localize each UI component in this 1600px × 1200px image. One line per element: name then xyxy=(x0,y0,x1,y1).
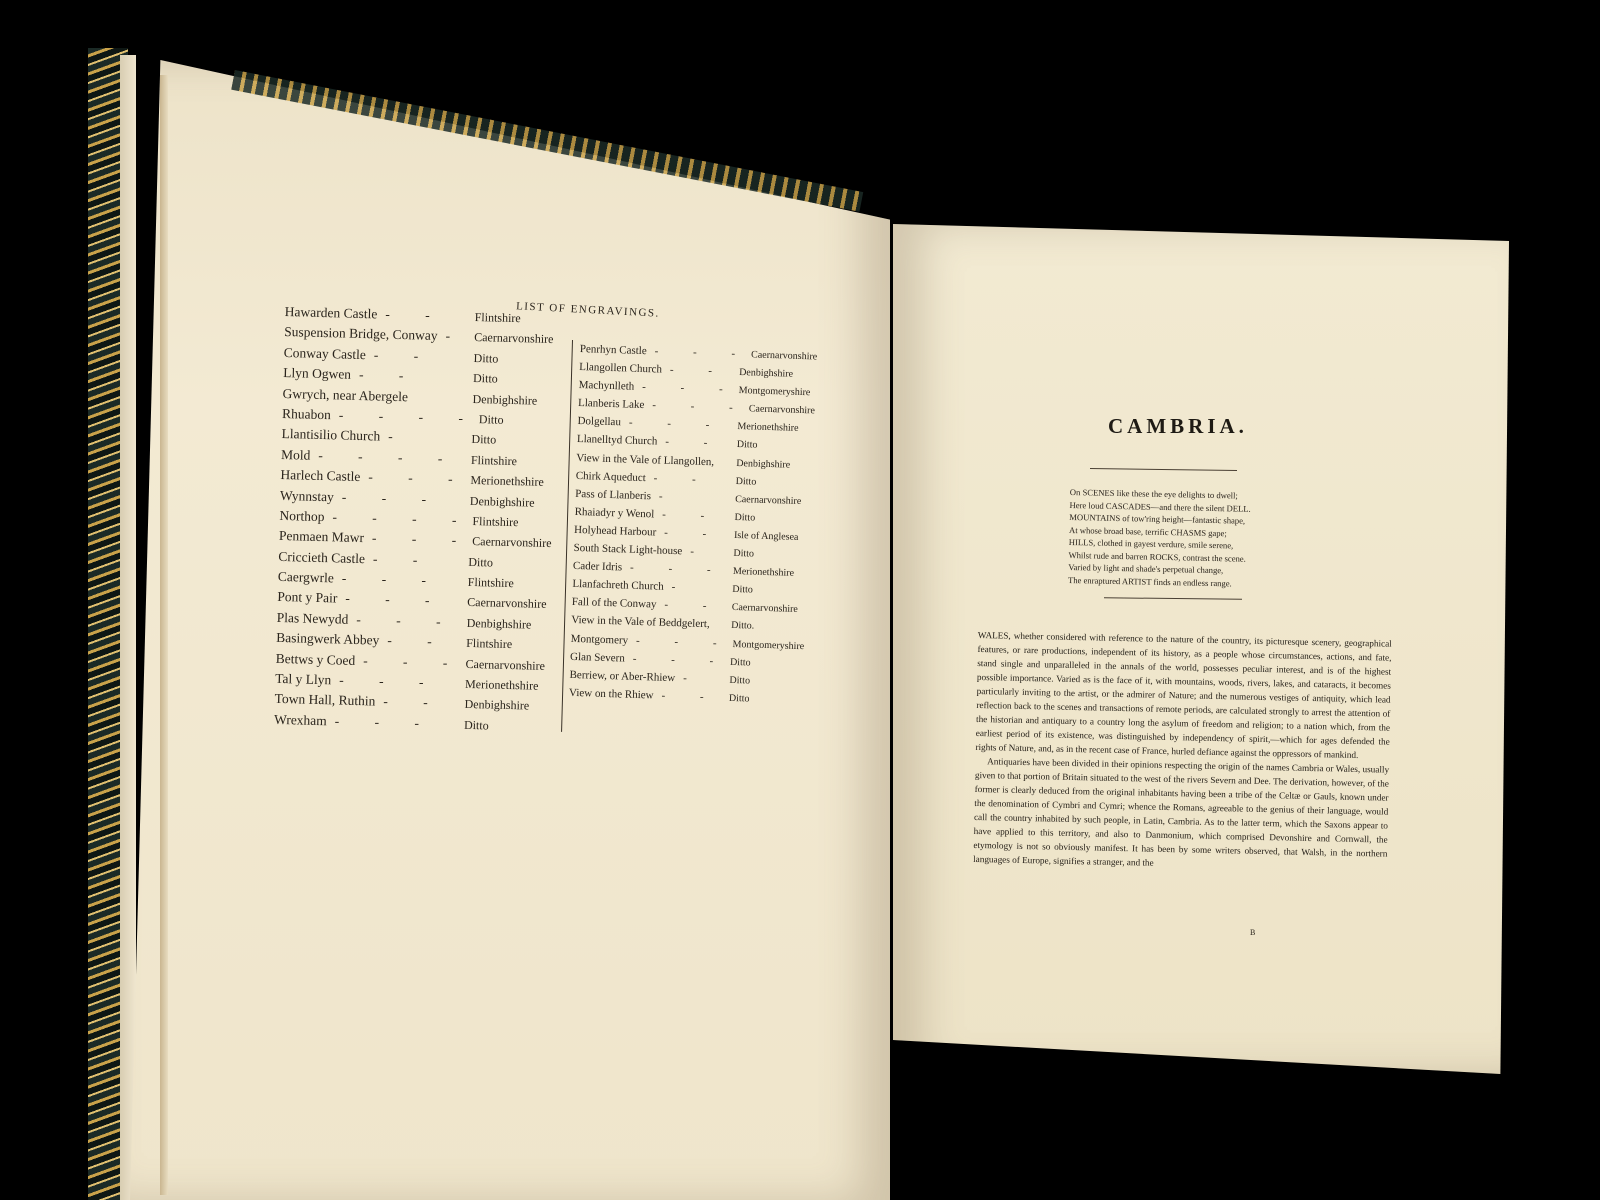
engraving-county: Denbighshire xyxy=(466,615,532,632)
engraving-county: Denbighshire xyxy=(472,391,538,408)
leader-dashes: - - xyxy=(665,436,724,451)
leader-dashes: - - - xyxy=(334,713,436,731)
engraving-county: Merionethshire xyxy=(470,473,544,489)
engravings-left-column xyxy=(274,304,575,740)
engraving-county: Flintshire xyxy=(472,513,519,530)
poem-line: At whose broad base, terrific CHASMS gape; xyxy=(1068,524,1227,538)
engraving-place: Wynnstay xyxy=(279,487,335,504)
engraving-place: Pass of Llanberis xyxy=(575,487,652,503)
engraving-place: Penrhyn Castle xyxy=(579,343,647,358)
engraving-county: Ditto xyxy=(732,584,754,596)
leader-dashes: - - - xyxy=(339,672,440,691)
engraving-county: Flintshire xyxy=(467,574,514,591)
body-text xyxy=(973,628,1392,875)
engraving-place: Machynlleth xyxy=(578,379,635,393)
book-cover-edge xyxy=(120,55,136,1200)
leader-dashes: - - - xyxy=(345,591,446,609)
leader-dashes: - - - xyxy=(652,399,749,415)
engraving-place: Glan Severn xyxy=(569,650,625,665)
engraving-place: Llanberis Lake xyxy=(577,397,645,412)
leader-dashes: - - - xyxy=(632,652,730,668)
engraving-place: Conway Castle xyxy=(283,344,367,362)
engraving-county: Merionethshire xyxy=(737,421,799,435)
leader-dashes: - xyxy=(445,328,467,345)
engraving-county: Montgomeryshire xyxy=(732,638,805,652)
engraving-place: Harlech Castle xyxy=(280,467,361,485)
paragraph: Antiquaries have been divided in their opinions respecting the origin of the names Cambria or Wales, usually given to that portion of Britain situated to the west of the rivers Severn and Dee. The derivation, however, of the former is clearly deduced from the original inhabitants having been a tribe of the Celtæ or Gauls, known under the denomination of Cymbri and Cymri; whence the Romans, agreeable to the genius of their language, would call the country inhabited by such people, in Latin, Cambria. As to the latter term, which the Saxons appear to have applied to this territory, and also to Danmonium, which comprised Devonshire and Cornwall, the etymology is not so obviously manifest. It has been by some writers observed, that Walsh, in the northern languages of Europe, signifies a stranger, and the xyxy=(973,756,1390,868)
engraving-county: Caernarvonshire xyxy=(472,534,552,551)
leader-dashes: - xyxy=(658,490,679,503)
leader-dashes: - - - xyxy=(363,652,464,671)
leader-dashes xyxy=(710,628,732,629)
engraving-county: Flintshire xyxy=(466,636,513,652)
engraving-place: Suspension Bridge, Conway xyxy=(284,324,438,344)
leader-dashes: - - xyxy=(358,367,420,384)
leader-dashes: - - - - xyxy=(338,407,480,427)
leader-dashes: - - - xyxy=(356,611,457,630)
engraving-place: Gwrych, near Abergele xyxy=(282,385,409,404)
engraving-place: Criccieth Castle xyxy=(278,548,366,566)
engraving-place: Northop xyxy=(279,507,325,525)
engraving-place: Berriew, or Aber-Rhiew xyxy=(569,668,676,684)
engraving-place: Plas Newydd xyxy=(276,609,349,627)
engraving-county: Ditto xyxy=(733,547,755,560)
engraving-place: Bettws y Coed xyxy=(275,650,356,668)
engravings-right-column xyxy=(569,343,820,712)
leader-dashes: - - xyxy=(669,363,729,378)
engraving-county: Denbighshire xyxy=(738,367,794,380)
engraving-county: Caernarvonshire xyxy=(465,656,546,673)
engraving-county: Denbighshire xyxy=(736,457,791,471)
leader-dashes: - - - xyxy=(635,634,733,650)
leader-dashes: - - - xyxy=(628,416,726,432)
left-page-fore-edge xyxy=(160,75,168,1195)
engraving-county: Caernarvonshire xyxy=(748,403,816,417)
engraving-county: Ditto xyxy=(736,439,758,452)
engraving-place: Caergwrle xyxy=(277,568,335,586)
engraving-place: View in the Vale of Llangollen, xyxy=(576,451,715,468)
leader-dashes: - - xyxy=(661,689,720,704)
engraving-place: Fall of the Conway xyxy=(571,596,657,611)
poem-line: Whilst rude and barren ROCKS, contrast the scene. xyxy=(1068,549,1246,564)
engraving-place: Hawarden Castle xyxy=(284,304,378,322)
engraving-county: Caernarvonshire xyxy=(467,595,547,612)
engraving-place: South Stack Light-house xyxy=(573,541,683,558)
leader-dashes: - - - xyxy=(341,489,443,507)
engraving-county: Flintshire xyxy=(470,452,518,468)
leader-dashes: - - xyxy=(664,599,723,613)
engraving-county: Montgomeryshire xyxy=(738,385,811,399)
engraving-county: Caernarvonshire xyxy=(734,493,802,507)
engraving-place: Llyn Ogwen xyxy=(283,365,352,382)
engraving-county: Ditto xyxy=(468,554,494,570)
engraving-county: Ditto xyxy=(463,717,489,733)
leader-dashes: - - xyxy=(653,472,713,486)
paragraph: WALES, whether considered with reference to the nature of the country, its picturesque scenery, geographical features, or rare productions, independent of its history, as a people whose circumstances, actions, and fate, stand single and unparalleled in the annals of the world, possesses peculiar interest, and is of the highest possible importance. Varied as is the face of it, with mountains, woods, rivers, lakes, and cataracts, it becomes particularly inviting to the artist, or the admirer of Nature; and the numerous vestiges of antiquity, which lead reflection back to the scenes and transactions of remote periods, are calculated strongly to arrest the attention of the historian and antiquary to a country long the asylum of freedom and religion; to a nation which, from the earliest period of its existence, was distinguished by independency of spirit,—which for ages defended the rights of Nature, and, as in the recent case of France, hurled defiance against the oppressors of mankind. xyxy=(975,629,1392,760)
poem-line: The enraptured ARTIST finds an endless range. xyxy=(1067,574,1232,588)
engraving-county: Ditto xyxy=(729,674,751,687)
leader-dashes: - - - - xyxy=(318,447,459,467)
poem-line: HILLS, clothed in gayest verdure, smile serene, xyxy=(1068,536,1234,551)
engraving-place: Cader Idris xyxy=(572,560,623,574)
engraving-county: Ditto xyxy=(478,412,504,427)
leader-dashes: - - xyxy=(664,526,723,541)
engraving-place: Tal y Llyn xyxy=(274,670,332,688)
engraving-place: Town Hall, Ruthin xyxy=(274,691,376,709)
engraving-county: Merionethshire xyxy=(732,566,795,579)
poem-line: MOUNTAINS of tow'ring height—fantastic shape, xyxy=(1069,511,1246,526)
leader-dashes: - - xyxy=(383,694,444,711)
leader-dashes: - xyxy=(683,672,704,685)
engraving-place: Dolgellau xyxy=(577,415,622,429)
engraving-county: Merionethshire xyxy=(464,676,539,693)
engraving-place: Rhaiadyr y Wenol xyxy=(574,505,655,521)
engraving-county: Caernarvonshire xyxy=(731,602,798,616)
engraving-place: Rhuabon xyxy=(281,405,332,423)
engraving-place: Montgomery xyxy=(570,632,629,647)
leader-dashes: - - - xyxy=(654,345,752,361)
poem-line: Varied by light and shade's perpetual change, xyxy=(1068,561,1224,576)
engraving-place: Holyhead Harbour xyxy=(573,523,657,539)
engraving-place: Llangollen Church xyxy=(579,361,663,376)
leader-dashes: - - xyxy=(662,508,721,523)
engraving-county: Ditto xyxy=(471,432,497,447)
leader-dashes: - - xyxy=(387,633,448,650)
engraving-county: Caernarvonshire xyxy=(474,330,554,347)
engraving-county: Ditto xyxy=(735,475,757,488)
engraving-place: Llantisilio Church xyxy=(281,426,381,444)
poem-line: On SCENES like these the eye delights to dwell; xyxy=(1069,486,1238,501)
leader-dashes: - - - xyxy=(642,381,739,397)
leader-dashes xyxy=(408,401,473,403)
engraving-county: Isle of Anglesea xyxy=(733,529,799,543)
engraving-county: Caernarvonshire xyxy=(750,349,818,363)
leader-dashes: - - - xyxy=(368,469,469,487)
leader-dashes: - - - xyxy=(341,570,443,589)
engraving-place: Llanelltyd Church xyxy=(576,433,658,448)
page-title: CAMBRIA. xyxy=(1108,414,1248,438)
engraving-county: Ditto xyxy=(729,656,751,669)
engraving-county: Denbighshire xyxy=(464,697,530,713)
engraving-county: Ditto. xyxy=(731,620,755,633)
engraving-place: Wrexham xyxy=(273,711,327,729)
leader-dashes: - xyxy=(671,581,692,594)
engraving-place: View in the Vale of Beddgelert, xyxy=(571,614,710,631)
leader-dashes xyxy=(714,465,736,466)
leader-dashes: - - - xyxy=(371,530,473,549)
engraving-county: Flintshire xyxy=(474,309,521,326)
leader-dashes: - xyxy=(387,429,409,445)
engraving-place: View on the Rhiew xyxy=(568,686,654,702)
engraving-county: Ditto xyxy=(728,692,750,705)
engraving-place: Penmaen Mawr xyxy=(278,528,365,546)
leader-dashes: - - - - xyxy=(332,509,473,528)
poem-line: Here loud CASCADES—and there the silent DELL. xyxy=(1069,499,1251,514)
signature-mark: B xyxy=(1250,928,1256,937)
leader-dashes: - - - xyxy=(629,561,727,577)
engraving-county: Denbighshire xyxy=(469,493,535,510)
engraving-place: Pont y Pair xyxy=(277,589,338,606)
epigraph-poem xyxy=(1068,486,1300,591)
list-of-engravings-title: LIST OF ENGRAVINGS. xyxy=(515,300,661,320)
engraving-county: Ditto xyxy=(473,350,499,366)
leader-dashes: - - xyxy=(385,306,446,324)
leader-dashes: - - xyxy=(372,551,434,568)
engraving-county: Ditto xyxy=(734,511,756,524)
engraving-place: Basingwerk Abbey xyxy=(276,630,380,648)
leader-dashes: - - xyxy=(373,347,435,364)
engraving-place: Llanfachreth Church xyxy=(572,578,664,593)
leader-dashes: - xyxy=(690,545,711,559)
engraving-place: Mold xyxy=(280,446,311,463)
engraving-place: Chirk Aqueduct xyxy=(575,469,646,484)
engraving-county: Ditto xyxy=(472,371,498,386)
